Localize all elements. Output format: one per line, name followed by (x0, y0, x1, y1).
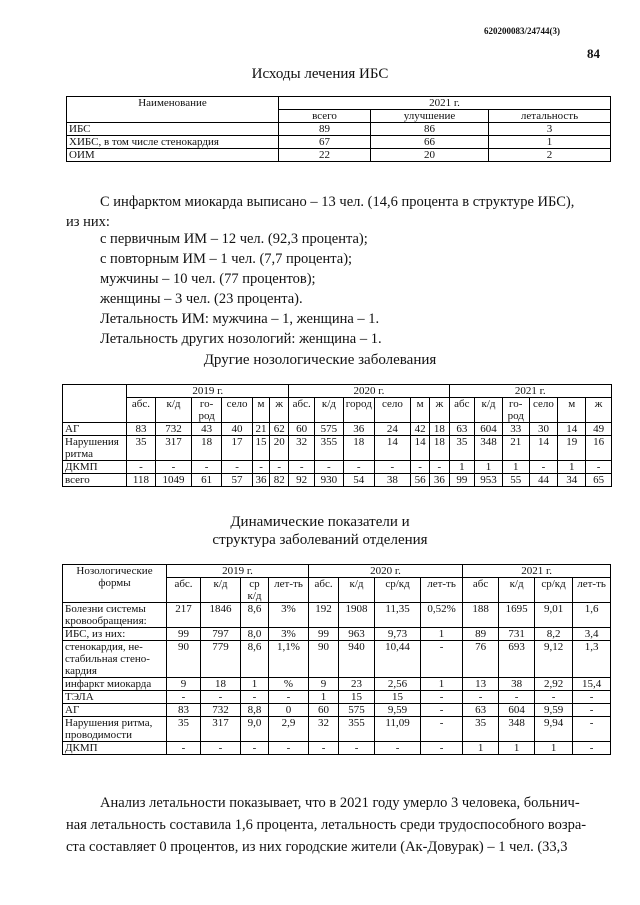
cell: 317 (155, 436, 191, 461)
page-number: 84 (587, 46, 600, 61)
cell: 35 (449, 436, 475, 461)
subheader-cell: лет-ть (573, 578, 611, 603)
cell: 18 (201, 678, 241, 691)
cell: 62 (270, 423, 289, 436)
cell: 14 (529, 436, 558, 461)
cell: 953 (475, 474, 503, 487)
cell: 0,52% (421, 603, 463, 628)
subheader-cell: ж (270, 398, 289, 423)
subheader-cell: абс (449, 398, 475, 423)
cell: 18 (430, 423, 449, 436)
cell: - (155, 461, 191, 474)
cell: 1846 (201, 603, 241, 628)
cell: 63 (463, 704, 499, 717)
cell: 1 (421, 628, 463, 641)
cell: 35 (167, 717, 201, 742)
cell: 19 (558, 436, 586, 461)
cell: 930 (314, 474, 343, 487)
subheader-cell: село (222, 398, 253, 423)
cell: 36 (343, 423, 374, 436)
cell: 11,35 (375, 603, 421, 628)
row-label: ДКМП (63, 742, 167, 755)
cell: 56 (411, 474, 430, 487)
paragraph-line: Анализ летальности показывает, что в 2021 году умерло 3 человека, больнич- (100, 795, 580, 811)
cell: 9,59 (375, 704, 421, 717)
cell: 317 (201, 717, 241, 742)
column-header-year: 2021 г. (279, 97, 611, 110)
cell: 2 (489, 149, 611, 162)
cell: 118 (127, 474, 156, 487)
cell: 61 (192, 474, 222, 487)
cell: 99 (167, 628, 201, 641)
table-subheader-row (63, 398, 612, 423)
subheader-cell: го- род (192, 398, 222, 423)
cell: 9,73 (375, 628, 421, 641)
cell: 40 (222, 423, 253, 436)
cell: 38 (374, 474, 410, 487)
cell: 3% (269, 628, 309, 641)
subheader-cell: м (411, 398, 430, 423)
cell: 1,1% (269, 641, 309, 678)
cell: 36 (430, 474, 449, 487)
cell: 20 (371, 149, 489, 162)
cell: 44 (529, 474, 558, 487)
cell: 10,44 (375, 641, 421, 678)
corner-cell (63, 385, 127, 423)
subheader-cell: м (253, 398, 270, 423)
cell: 86 (371, 123, 489, 136)
paragraph-mi-line2: из них: (66, 214, 110, 230)
cell: 15 (339, 691, 375, 704)
subheader-cell: абс. (127, 398, 156, 423)
row-label: ДКМП (63, 461, 127, 474)
cell: 57 (222, 474, 253, 487)
cell: 732 (155, 423, 191, 436)
subheader-cell: ср к/д (241, 578, 269, 603)
table-row (63, 436, 612, 461)
row-label: Болезни системы кровообращения: (63, 603, 167, 628)
subheader-cell: ср/кд (375, 578, 421, 603)
cell: 23 (339, 678, 375, 691)
cell: - (241, 691, 269, 704)
cell: 9,94 (535, 717, 573, 742)
cell: 21 (253, 423, 270, 436)
row-label: Нарушения ритма, проводимости (63, 717, 167, 742)
subheader-cell: к/д (314, 398, 343, 423)
cell: 1049 (155, 474, 191, 487)
cell: - (127, 461, 156, 474)
cell: - (314, 461, 343, 474)
cell: 33 (502, 423, 529, 436)
cell: - (374, 461, 410, 474)
cell: 11,09 (375, 717, 421, 742)
cell: 18 (430, 436, 449, 461)
cell: 9,01 (535, 603, 573, 628)
cell: - (289, 461, 315, 474)
subheader-cell: к/д (201, 578, 241, 603)
table-row (63, 461, 612, 474)
cell: 55 (502, 474, 529, 487)
cell: 83 (127, 423, 156, 436)
column-header-2019: 2019 г. (127, 385, 289, 398)
cell: 13 (463, 678, 499, 691)
cell: 83 (167, 704, 201, 717)
cell: 940 (339, 641, 375, 678)
cell: 35 (463, 717, 499, 742)
paragraph-line: ста составляет 0 процентов, из них городские жители (Ак-Довурак) – 1 чел. (33,3 (66, 839, 568, 855)
cell: 49 (586, 423, 612, 436)
list-item: мужчины – 10 чел. (77 процентов); (100, 271, 316, 287)
cell: 8,6 (241, 603, 269, 628)
cell: - (167, 691, 201, 704)
cell: 355 (314, 436, 343, 461)
cell: 3 (489, 123, 611, 136)
cell: 38 (499, 678, 535, 691)
cell: - (201, 742, 241, 755)
cell: 1,3 (573, 641, 611, 678)
cell: 3,4 (573, 628, 611, 641)
cell: 99 (449, 474, 475, 487)
row-label: ИБС (67, 123, 279, 136)
cell: - (586, 461, 612, 474)
ibs-outcomes-table (66, 96, 611, 162)
column-header-name: Наименование (67, 97, 279, 123)
cell: 963 (339, 628, 375, 641)
cell: 1,6 (573, 603, 611, 628)
cell: 348 (499, 717, 535, 742)
cell: 89 (463, 628, 499, 641)
subheader-cell: ср/кд (535, 578, 573, 603)
list-item: с повторным ИМ – 1 чел. (7,7 процента); (100, 251, 353, 267)
column-header-2020: 2020 г. (309, 565, 463, 578)
cell: 1695 (499, 603, 535, 628)
cell: 9,12 (535, 641, 573, 678)
cell: 1908 (339, 603, 375, 628)
list-item: Летальность других нозологий: женщина – 1. (100, 331, 382, 347)
cell: 36 (253, 474, 270, 487)
cell: 8,2 (535, 628, 573, 641)
table-row (63, 603, 611, 628)
row-label: ХИБС, в том числе стенокардия (67, 136, 279, 149)
row-label: инфаркт миокарда (63, 678, 167, 691)
cell: 2,9 (269, 717, 309, 742)
subheader-cell: го- род (502, 398, 529, 423)
cell: 92 (289, 474, 315, 487)
cell: 575 (314, 423, 343, 436)
cell: - (573, 742, 611, 755)
subheader-cell: город (343, 398, 374, 423)
cell: - (573, 704, 611, 717)
paragraph-line: ная летальность составила 1,6 процента, летальность среди трудоспособного возра- (66, 817, 587, 833)
cell: 16 (586, 436, 612, 461)
cell: 1 (463, 742, 499, 755)
cell: - (573, 691, 611, 704)
cell: 99 (309, 628, 339, 641)
list-item: с первичным ИМ – 12 чел. (92,3 процента); (100, 231, 368, 247)
dynamics-table (62, 564, 611, 755)
cell: 43 (192, 423, 222, 436)
cell: - (222, 461, 253, 474)
other-diseases-table (62, 384, 612, 487)
cell: 192 (309, 603, 339, 628)
table-row (63, 423, 612, 436)
subheader-cell: абс (463, 578, 499, 603)
list-item: Летальность ИМ: мужчина – 1, женщина – 1. (100, 311, 380, 327)
cell: % (269, 678, 309, 691)
cell: 90 (167, 641, 201, 678)
subheader-cell: к/д (499, 578, 535, 603)
cell: 15 (253, 436, 270, 461)
paragraph-mi-line1: С инфарктом миокарда выписано – 13 чел. (14,6 процента в структуре ИБС), (100, 194, 575, 210)
table-row (67, 136, 611, 149)
cell: 30 (529, 423, 558, 436)
cell: 1 (535, 742, 573, 755)
cell: 90 (309, 641, 339, 678)
subheader-cell: лет-ть (269, 578, 309, 603)
cell: 60 (309, 704, 339, 717)
subheader-total: всего (279, 110, 371, 123)
cell: 18 (192, 436, 222, 461)
cell: 693 (499, 641, 535, 678)
document-code: 620200083/24744(3) (484, 26, 560, 36)
subheader-cell: к/д (475, 398, 503, 423)
cell: 2,92 (535, 678, 573, 691)
table-row (67, 123, 611, 136)
subheader-cell: ж (430, 398, 449, 423)
cell: 9 (167, 678, 201, 691)
cell: 779 (201, 641, 241, 678)
cell: 797 (201, 628, 241, 641)
cell: - (269, 691, 309, 704)
cell: 188 (463, 603, 499, 628)
cell: - (270, 461, 289, 474)
cell: 20 (270, 436, 289, 461)
cell: 18 (343, 436, 374, 461)
cell: 32 (309, 717, 339, 742)
cell: 1 (475, 461, 503, 474)
cell: 9,59 (535, 704, 573, 717)
mortality-analysis-paragraph (66, 792, 610, 858)
table-row (63, 628, 611, 641)
cell: 15 (375, 691, 421, 704)
column-header-2021: 2021 г. (463, 565, 611, 578)
table-row (63, 717, 611, 742)
subheader-cell: ж (586, 398, 612, 423)
subheader-cell: лет-ть (421, 578, 463, 603)
cell: - (241, 742, 269, 755)
cell: - (309, 742, 339, 755)
cell: - (499, 691, 535, 704)
table-row (63, 474, 612, 487)
row-label: всего (63, 474, 127, 487)
cell: 355 (339, 717, 375, 742)
cell: 54 (343, 474, 374, 487)
cell: 3% (269, 603, 309, 628)
cell: - (535, 691, 573, 704)
row-label: Нарушения ритма (63, 436, 127, 461)
cell: 63 (449, 423, 475, 436)
subheader-cell: село (529, 398, 558, 423)
subheader-cell: село (374, 398, 410, 423)
subheader-mortality: летальность (489, 110, 611, 123)
cell: - (339, 742, 375, 755)
cell: 2,56 (375, 678, 421, 691)
cell: - (167, 742, 201, 755)
cell: 0 (269, 704, 309, 717)
cell: 217 (167, 603, 201, 628)
row-label: АГ (63, 704, 167, 717)
subheader-cell: к/д (339, 578, 375, 603)
cell: 732 (201, 704, 241, 717)
section-title-other-diseases: Другие нозологические заболевания (203, 352, 437, 368)
cell: 8,0 (241, 628, 269, 641)
row-label: стенокардия, не- стабильная стено- кардия (63, 641, 167, 678)
cell: 14 (411, 436, 430, 461)
cell: 32 (289, 436, 315, 461)
cell: 35 (127, 436, 156, 461)
cell: - (573, 717, 611, 742)
cell: 17 (222, 436, 253, 461)
cell: 1 (309, 691, 339, 704)
cell: 1 (499, 742, 535, 755)
section-title-dynamics-line1: Динамические показатели и (230, 514, 410, 530)
cell: 34 (558, 474, 586, 487)
cell: 9,0 (241, 717, 269, 742)
cell: 604 (499, 704, 535, 717)
subheader-cell: абс. (167, 578, 201, 603)
row-label: ОИМ (67, 149, 279, 162)
cell: - (421, 717, 463, 742)
cell: 8,8 (241, 704, 269, 717)
cell: - (269, 742, 309, 755)
cell: 82 (270, 474, 289, 487)
column-header-2020: 2020 г. (289, 385, 449, 398)
cell: - (192, 461, 222, 474)
cell: 1 (558, 461, 586, 474)
cell: 76 (463, 641, 499, 678)
subheader-improvement: улучшение (371, 110, 489, 123)
cell: 42 (411, 423, 430, 436)
cell: 60 (289, 423, 315, 436)
cell: 731 (499, 628, 535, 641)
table-header-row (63, 385, 612, 398)
cell: 604 (475, 423, 503, 436)
section-title-ibs-outcomes: Исходы лечения ИБС (251, 66, 389, 82)
cell: 8,6 (241, 641, 269, 678)
cell: 89 (279, 123, 371, 136)
subheader-cell: м (558, 398, 586, 423)
table-row (63, 742, 611, 755)
cell: - (421, 742, 463, 755)
table-row (67, 149, 611, 162)
cell: 24 (374, 423, 410, 436)
cell: - (421, 641, 463, 678)
cell: - (430, 461, 449, 474)
cell: 9 (309, 678, 339, 691)
cell: 14 (374, 436, 410, 461)
subheader-cell: абс. (289, 398, 315, 423)
list-item: женщины – 3 чел. (23 процента). (100, 291, 303, 307)
cell: 67 (279, 136, 371, 149)
table-row (63, 704, 611, 717)
table-row (63, 678, 611, 691)
cell: 575 (339, 704, 375, 717)
cell: 348 (475, 436, 503, 461)
column-header-2019: 2019 г. (167, 565, 309, 578)
table-row (63, 691, 611, 704)
cell: 1 (241, 678, 269, 691)
column-header-2021: 2021 г. (449, 385, 611, 398)
cell: 1 (449, 461, 475, 474)
subheader-cell: к/д (155, 398, 191, 423)
cell: 65 (586, 474, 612, 487)
cell: 66 (371, 136, 489, 149)
cell: - (253, 461, 270, 474)
cell: 22 (279, 149, 371, 162)
row-label: ИБС, из них: (63, 628, 167, 641)
table-header-row (63, 565, 611, 578)
cell: - (421, 691, 463, 704)
cell: 21 (502, 436, 529, 461)
cell: - (529, 461, 558, 474)
cell: 14 (558, 423, 586, 436)
cell: 15,4 (573, 678, 611, 691)
table-header-row (67, 97, 611, 110)
column-header-forms: Нозологические формы (63, 565, 167, 603)
cell: - (375, 742, 421, 755)
cell: 1 (489, 136, 611, 149)
row-label: АГ (63, 423, 127, 436)
cell: - (421, 704, 463, 717)
cell: - (411, 461, 430, 474)
section-title-dynamics-line2: структура заболеваний отделения (212, 532, 428, 548)
cell: - (201, 691, 241, 704)
row-label: ТЭЛА (63, 691, 167, 704)
cell: 1 (502, 461, 529, 474)
cell: - (463, 691, 499, 704)
cell: 1 (421, 678, 463, 691)
cell: - (343, 461, 374, 474)
subheader-cell: абс. (309, 578, 339, 603)
table-row (63, 641, 611, 678)
